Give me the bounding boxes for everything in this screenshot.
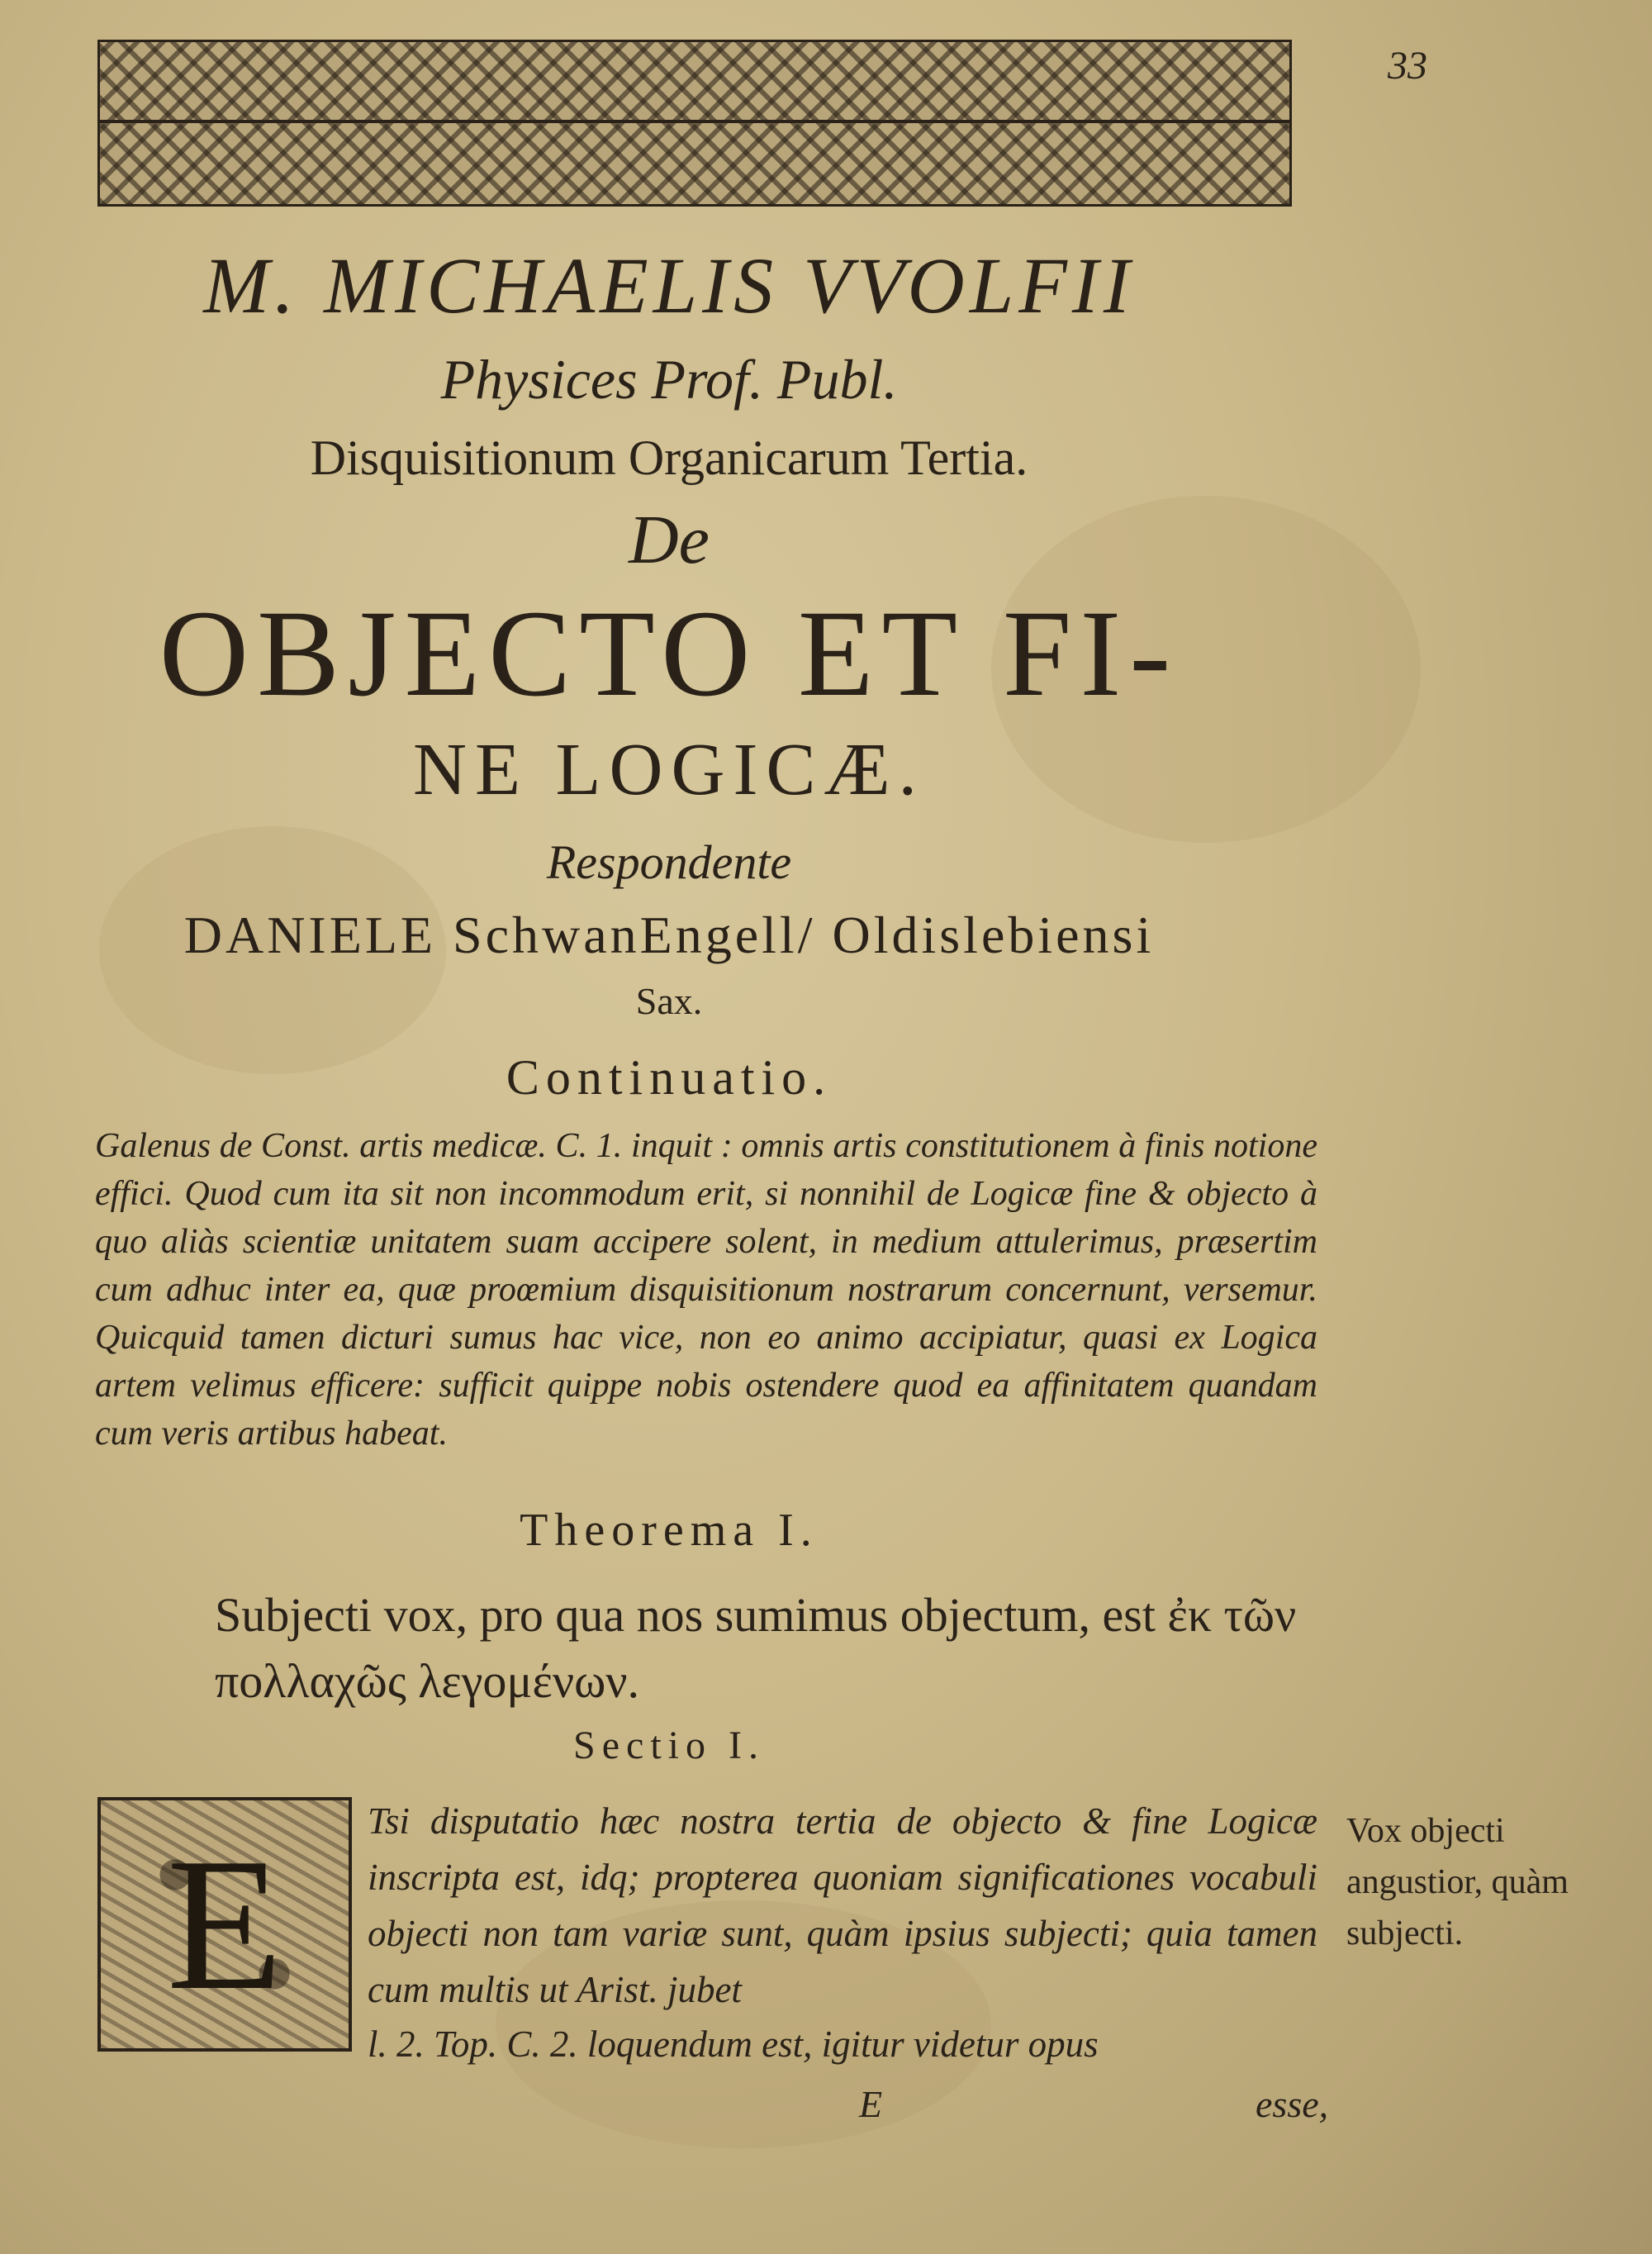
sectio-paragraph: Tsi disputatio hæc nostra tertia de objecto & fine Logicæ inscripta est, idq; propterea quoniam significationes vocabuli objecti non tam variæ sunt, quàm ipsius subjecti; quia tamen cum multis ut Arist. jubet: [368, 1800, 1317, 2010]
theorem-text: Subjecti vox, pro qua nos sumimus objectum, est ἐκ τῶν πολλαχῶς λεγομένων.: [215, 1588, 1297, 1708]
signature-mark: E: [859, 2083, 883, 2125]
main-title-line-2: NE LOGICÆ.: [413, 729, 925, 811]
page-number: 33: [1388, 44, 1427, 88]
author-position: Physices Prof. Publ.: [440, 348, 898, 411]
continuatio-heading: Continuatio.: [506, 1050, 833, 1105]
respondent-label: Respondente: [546, 835, 792, 889]
respondent-origin: Sax.: [635, 980, 703, 1022]
catchword: esse,: [1256, 2083, 1329, 2125]
title-de: De: [629, 502, 710, 578]
woodcut-ornament-band-icon: [97, 40, 1292, 207]
drop-cap-letter: E: [166, 1819, 283, 2029]
main-title-line-1: OBJECTO ET FI-: [159, 585, 1180, 722]
series-title: Disquisitionum Organicarum Tertia.: [310, 430, 1028, 485]
continuatio-paragraph: Galenus de Const. artis medicæ. C. 1. inquit : omnis artis constitutionem à finis notione effici. Quod cum ita sit non incommodum erit, si nonnihil de Logicæ fine & objecto à quo aliàs scientiæ unitatem suam accipere solent, in medium attulerimus, præsertim cum adhuc inter ea, quæ proœmium disquisitionum nostrarum concernunt, versemur. Quicquid tamen dicturi sumus hac vice, non eo animo accipiatur, quasi ex Logica artem velimus efficere: sufficit quippe nobis ostendere quod ea affinitatem quandam cum veris artibus habeat.: [95, 1127, 1317, 1453]
author-name: M. MICHAELIS VVOLFII: [203, 241, 1135, 330]
sectio-paragraph-tail: l. 2. Top. C. 2. loquendum est, igitur videtur opus: [368, 2023, 1099, 2065]
margin-note: Vox objecti angustior, quàm subjecti.: [1346, 1812, 1569, 1952]
decorated-initial-icon: [97, 1797, 352, 2052]
theorem-heading: Theorema I.: [520, 1505, 819, 1556]
sectio-heading: Sectio I.: [573, 1724, 765, 1767]
respondent-name: DANIELE SchwanEngell/ Oldislebiensi: [183, 906, 1155, 964]
